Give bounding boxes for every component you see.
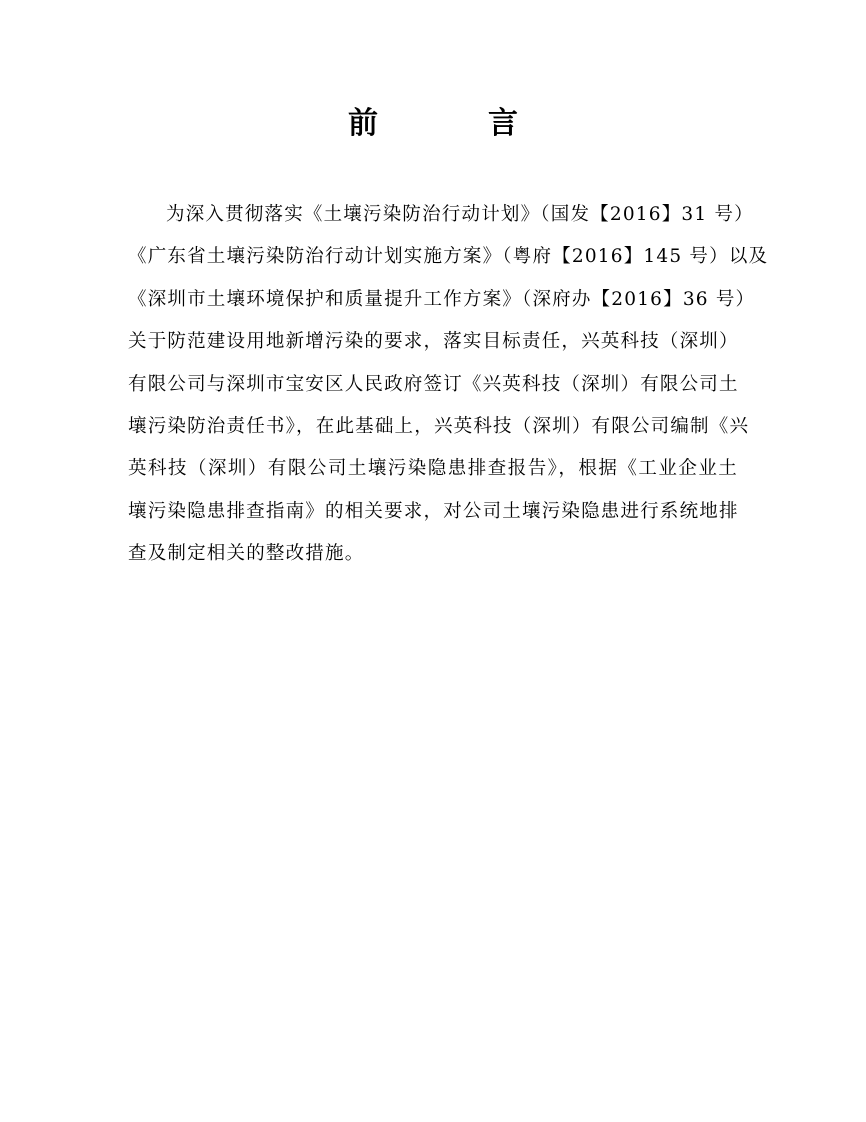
preface-paragraph <box>128 194 769 576</box>
paragraph-line: 壤污染防治责任书》，在此基础上，兴英科技（深圳）有限公司编制《兴 <box>128 416 750 438</box>
paragraph-line: 《深圳市土壤环境保护和质量提升工作方案》（深府办【2016】36 号） <box>128 288 756 310</box>
paragraph-line: 查及制定相关的整改措施。 <box>128 543 365 565</box>
page-title: 前 言 <box>348 106 558 141</box>
paragraph-line: 壤污染隐患排查指南》的相关要求，对公司土壤污染隐患进行系统地排 <box>128 500 739 522</box>
paragraph-line: 英科技（深圳）有限公司土壤污染隐患排查报告》，根据《工业企业土 <box>128 458 738 480</box>
paragraph-line: 为深入贯彻落实《土壤污染防治行动计划》（国发【2016】31 号） <box>166 204 754 225</box>
paragraph-line: 有限公司与深圳市宝安区人民政府签订《兴英科技（深圳）有限公司土 <box>128 373 739 395</box>
paragraph-line: 《广东省土壤污染防治行动计划实施方案》（粤府【2016】145 号）以及 <box>128 246 769 268</box>
paragraph-line: 关于防范建设用地新增污染的要求，落实目标责任，兴英科技（深圳） <box>128 331 739 353</box>
